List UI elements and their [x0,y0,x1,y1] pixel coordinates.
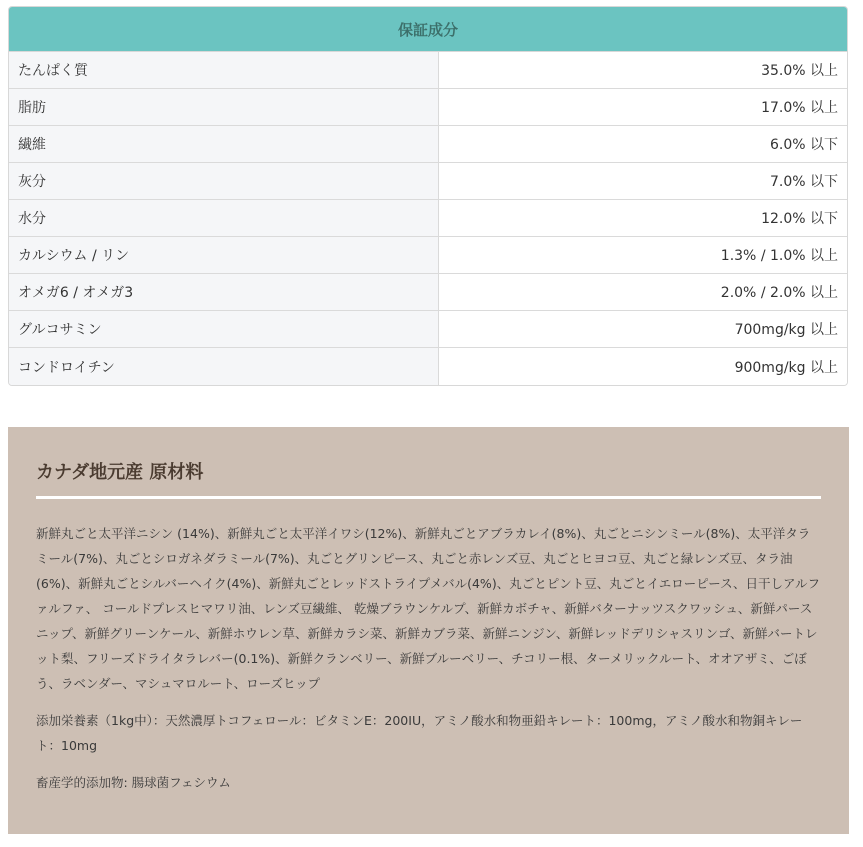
nutrient-value: 900mg/kg 以上 [439,348,847,385]
nutrient-label: オメガ6 / オメガ3 [9,274,439,310]
nutrient-label: コンドロイチン [9,348,439,385]
ingredients-title: カナダ地元産 原材料 [36,462,204,483]
zootechnical-additives: 畜産学的添加物: 腸球菌フェシウム [36,775,231,790]
table-row [9,237,847,274]
ingredients-list: 新鮮丸ごと太平洋ニシン (14%)、新鮮丸ごと太平洋イワシ(12%)、新鮮丸ごとアブラカレイ(8%)、丸ごとニシンミール(8%)、太平洋タラミール(7%)、丸ごとシロガネダラミール(7%)、丸ごとグリンピース、丸ごと赤レンズ豆、丸ごとヒヨコ豆、丸ごと緑レンズ豆、タラ油(6%)、新鮮丸ごとシルバーヘイク(4%)、新鮮丸ごとレッドストライプメバル(4%)、丸ごとピント豆、丸ごとイエローピース、日干しアルファルファ、 コールドプレスヒマワリ油、レンズ豆繊維、 乾燥ブラウンケルプ、新鮮カボチャ、新鮮バターナッツスクワッシュ、新鮮パースニップ、新鮮グリーンケール、新鮮ホウレン草、新鮮カラシ菜、新鮮カブラ菜、新鮮ニンジン、新鮮レッドデリシャスリンゴ、新鮮バートレット梨、フリーズドライタラレバー(0.1%)、新鮮クランベリー、新鮮ブルーベリー、チコリー根、ターメリックルート、オオアザミ、ごぼう、ラベンダー、マシュマロルート、ローズヒップ [36,526,820,691]
nutrient-value: 12.0% 以下 [439,200,847,236]
table-row [9,311,847,348]
table-title: 保証成分 [9,7,847,52]
nutrient-label: 繊維 [9,126,439,162]
nutrient-value: 700mg/kg 以上 [439,311,847,347]
nutrient-value: 6.0% 以下 [439,126,847,162]
nutrient-label: 脂肪 [9,89,439,125]
table-body [9,52,847,385]
nutrient-value: 2.0% / 2.0% 以上 [439,274,847,310]
table-row [9,348,847,385]
table-row [9,200,847,237]
title-divider [36,496,821,499]
nutrient-value: 7.0% 以下 [439,163,847,199]
table-row [9,126,847,163]
table-row [9,52,847,89]
nutritional-additives: 添加栄養素（1kg中）：天然濃厚トコフェロール：ビタミンE：200IU，アミノ酸水和物亜鉛キレート：100mg，アミノ酸水和物銅キレート：10mg [36,713,803,753]
guaranteed-analysis-table [8,6,848,386]
table-row [9,163,847,200]
nutrient-value: 17.0% 以上 [439,89,847,125]
nutrient-value: 1.3% / 1.0% 以上 [439,237,847,273]
nutrient-label: カルシウム / リン [9,237,439,273]
nutrient-label: グルコサミン [9,311,439,347]
nutrient-value: 35.0% 以上 [439,52,847,88]
nutrient-label: 灰分 [9,163,439,199]
nutrient-label: 水分 [9,200,439,236]
table-row [9,274,847,311]
nutrient-label: たんぱく質 [9,52,439,88]
ingredients-section [8,427,849,834]
table-row [9,89,847,126]
